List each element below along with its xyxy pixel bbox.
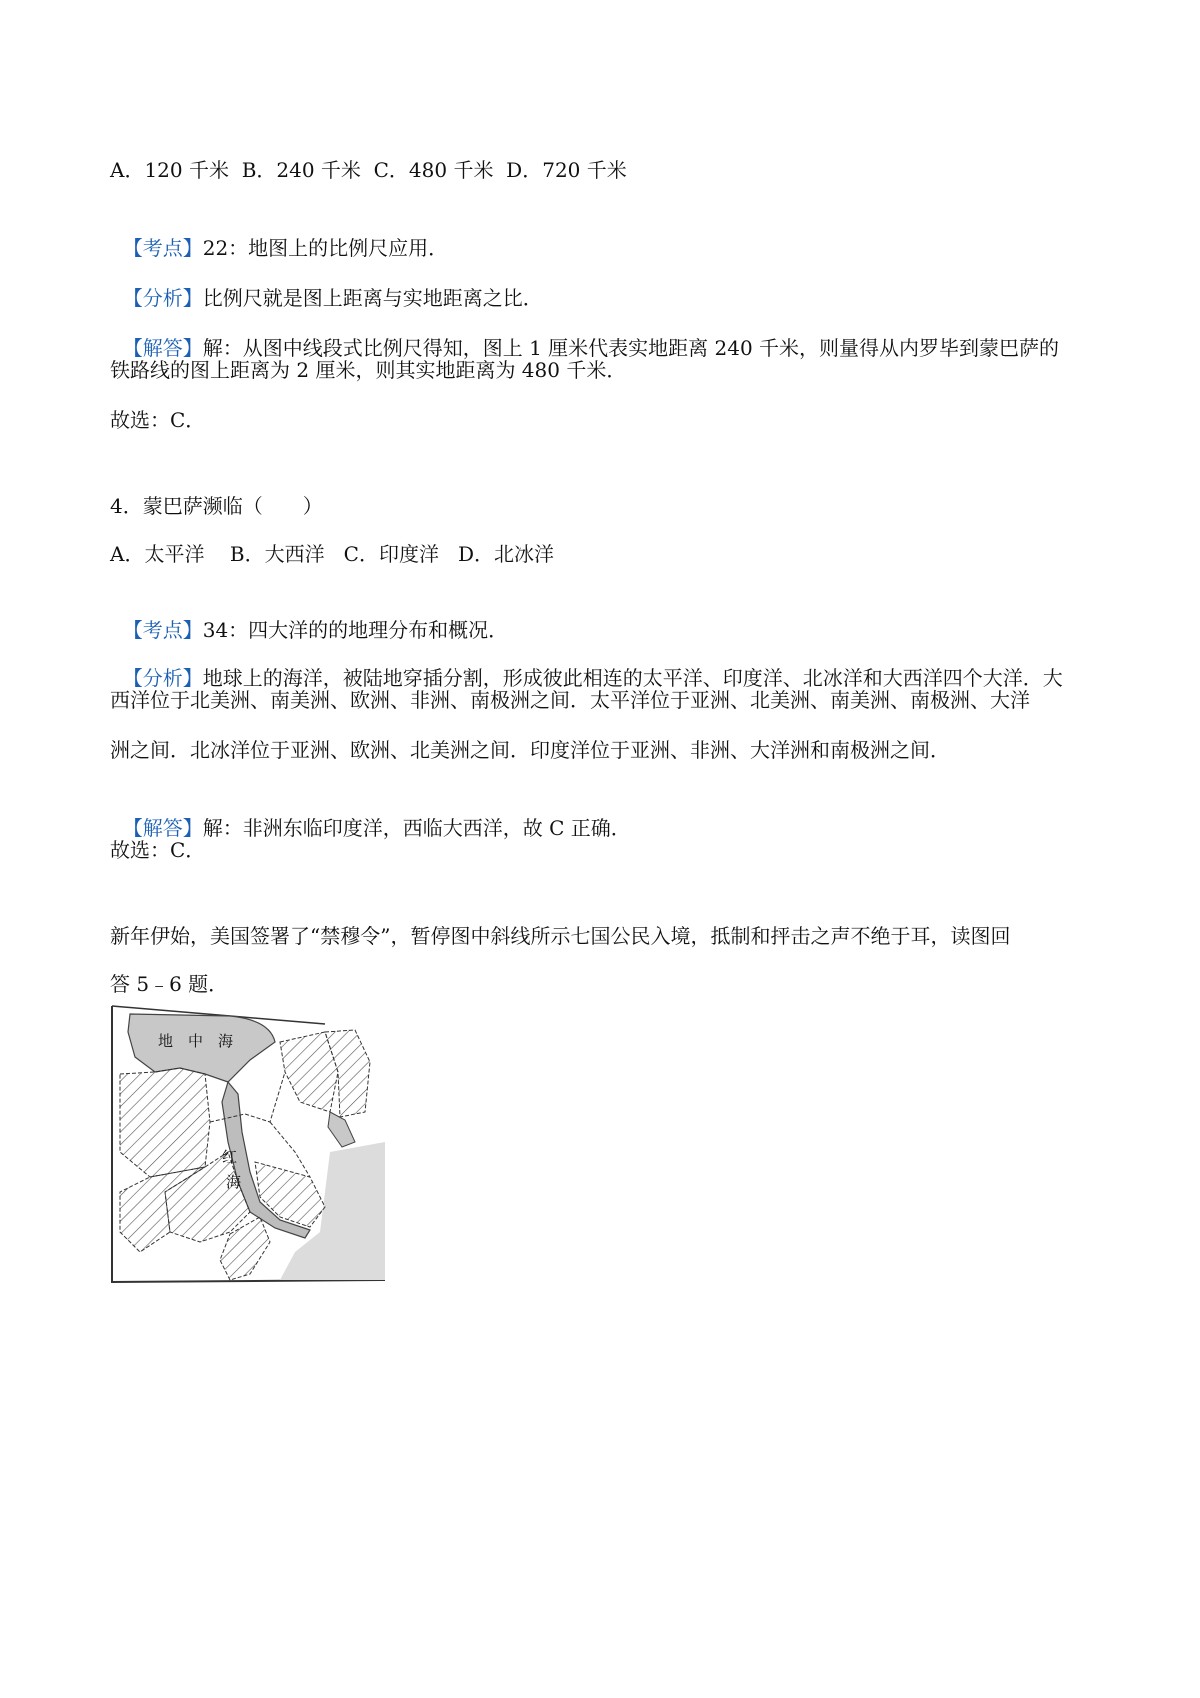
kaodian-text: 34：四大洋的的地理分布和概况． xyxy=(202,618,509,642)
intro-line2: 答 5﹣6 题． xyxy=(110,972,229,996)
q4-answer: 故选：C． xyxy=(110,838,206,862)
kaodian-text: 22：地图上的比例尺应用． xyxy=(202,236,449,260)
red-sea-label-2: 海 xyxy=(226,1173,242,1191)
mediterranean-label-3: 海 xyxy=(218,1032,234,1050)
q3-answer: 故选：C． xyxy=(110,408,206,432)
fenxi-text: 比例尺就是图上距离与实地距离之比． xyxy=(202,286,543,310)
jieda-text: 解：非洲东临印度洋，西临大西洋，故 C 正确． xyxy=(202,816,631,840)
jieda-tag: 【解答】 xyxy=(122,816,203,840)
fenxi-tag: 【分析】 xyxy=(122,286,203,310)
q3-options: A．120 千米 B．240 千米 C．480 千米 D．720 千米 xyxy=(110,158,627,182)
q4-jieda xyxy=(110,786,631,842)
q4-options: A．太平洋 B．大西洋 C．印度洋 D．北冰洋 xyxy=(110,542,555,566)
q3-fenxi xyxy=(110,256,543,312)
mediterranean-label-2: 中 xyxy=(188,1032,204,1050)
hatched-country-libya xyxy=(120,1068,210,1177)
q3-kaodian xyxy=(110,206,448,262)
jieda-tag: 【解答】 xyxy=(122,336,203,360)
q4-fenxi xyxy=(110,636,1063,692)
kaodian-tag: 【考点】 xyxy=(122,236,203,260)
q3-jieda-cont: 铁路线的图上距离为 2 厘米，则其实地距离为 480 千米． xyxy=(110,358,627,382)
mediterranean-label-1: 地 xyxy=(158,1032,174,1050)
intro-line1: 新年伊始，美国签署了“禁穆令”，暂停图中斜线所示七国公民入境，抵制和抨击之声不绝于耳，读图回 xyxy=(110,924,1011,948)
middle-east-map xyxy=(110,1002,385,1307)
red-sea-label-1: 红 xyxy=(222,1148,238,1166)
q4-fenxi-cont1: 西洋位于北美洲、南美洲、欧洲、非洲、南极洲之间．太平洋位于亚洲、北美洲、南美洲、南极洲、大洋 xyxy=(110,688,1030,712)
jieda-text: 解：从图中线段式比例尺得知，图上 1 厘米代表实地距离 240 千米，则量得从内罗毕到蒙巴萨的 xyxy=(202,336,1060,360)
q4-fenxi-cont2: 洲之间．北冰洋位于亚洲、欧洲、北美洲之间．印度洋位于亚洲、非洲、大洋洲和南极洲之间． xyxy=(110,738,950,762)
q4-question: 4．蒙巴萨濒临（ ） xyxy=(110,494,323,518)
fenxi-tag: 【分析】 xyxy=(122,666,203,690)
q3-jieda xyxy=(110,306,1059,362)
fenxi-text: 地球上的海洋，被陆地穿插分割，形成彼此相连的太平洋、印度洋、北冰洋和大西洋四个大洋．大 xyxy=(202,666,1063,690)
kaodian-tag: 【考点】 xyxy=(122,618,203,642)
